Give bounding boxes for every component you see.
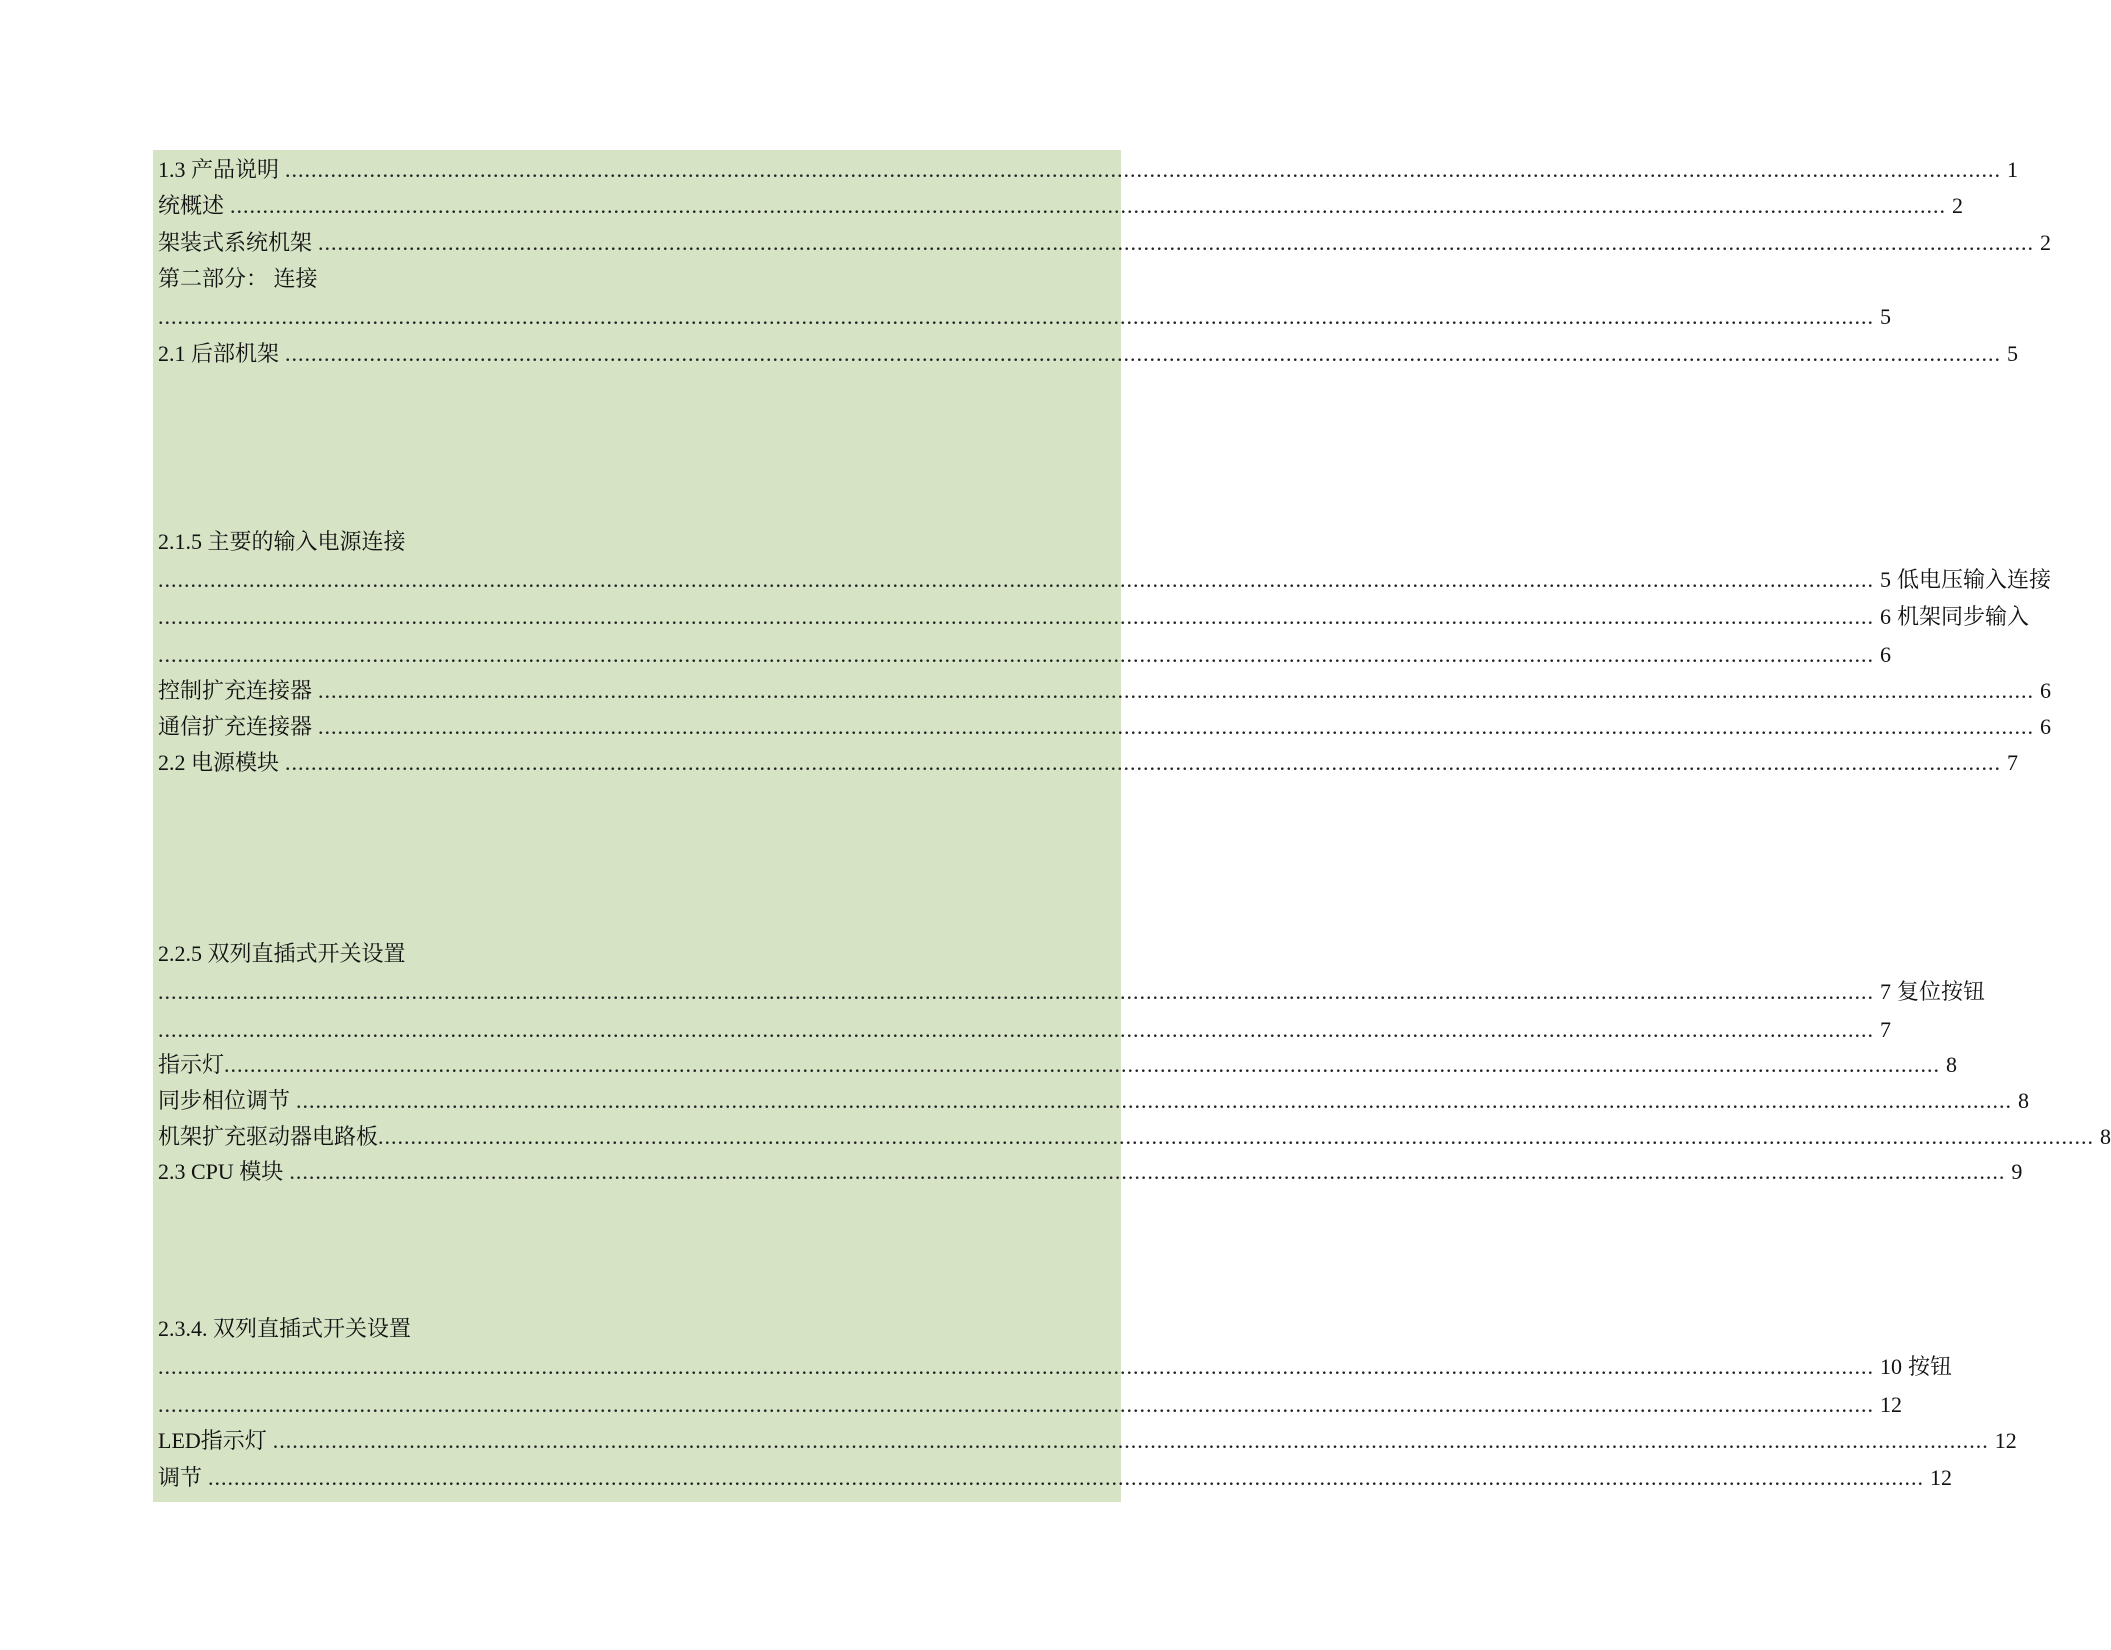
toc-entry-title: 调节 (158, 1465, 203, 1490)
toc-entry-page: 12 (1994, 1428, 2017, 1453)
toc-entry-adjustment[interactable] (158, 1461, 1953, 1495)
toc-entry-title: 同步相位调节 (158, 1088, 291, 1113)
dot-leader: ........................................................................................................................................................................................................................................................................ (158, 1017, 1874, 1042)
toc-entry-2-2[interactable] (158, 746, 2019, 780)
dot-leader: ........................................................................................................................................................................................................................................................................ (158, 1392, 1874, 1417)
toc-entry-title: 2.3.4. 双列直插式开关设置 (158, 1316, 412, 1341)
toc-entry-title: 统概述 (158, 193, 225, 218)
toc-entry-button[interactable] (158, 1388, 1902, 1422)
toc-entry-2-1-5-title[interactable] (158, 525, 758, 559)
toc-entry-page: 2 (1952, 193, 1964, 218)
toc-entry-sync-phase-adjust[interactable] (158, 1084, 2030, 1118)
toc-entry-title: 2.1.5 主要的输入电源连接 (158, 529, 406, 554)
table-of-contents (153, 150, 2111, 1502)
toc-entry-page: 8 (1946, 1052, 1958, 1077)
toc-entry-2-3-4-leader[interactable] (158, 1350, 1953, 1384)
toc-entry-system-overview[interactable] (158, 189, 1964, 223)
toc-entry-2-3[interactable] (158, 1155, 2023, 1189)
toc-entry-title: 2.1 后部机架 (158, 341, 280, 366)
toc-entry-title: 2.3 CPU 模块 (158, 1159, 284, 1184)
toc-entry-page: 7 (2007, 750, 2019, 775)
toc-entry-control-expansion-connector[interactable] (158, 674, 2052, 708)
toc-entry-title: 架装式系统机架 (158, 230, 313, 255)
toc-entry-page: 6 (2040, 678, 2052, 703)
toc-entry-page: 8 (2100, 1124, 2111, 1149)
toc-entry-page: 10 (1880, 1354, 1902, 1379)
toc-entry-title: 机架扩充驱动器电路板 (158, 1124, 379, 1149)
toc-entry-page: 12 (1930, 1465, 1953, 1490)
toc-entry-part-two-title[interactable] (158, 262, 758, 296)
toc-entry-page: 12 (1880, 1392, 1902, 1417)
toc-entry-low-voltage-input[interactable] (158, 600, 2030, 634)
dot-leader: ........................................................................................................................................................................................................................................................................ (158, 1354, 1874, 1379)
toc-entry-page: 5 (1880, 567, 1891, 592)
toc-entry-indicator-light[interactable] (158, 1048, 1958, 1082)
toc-entry-next-title: 机架同步输入 (1897, 604, 2030, 629)
dot-leader: ........................................................................................................................................................................................................................................................................ (158, 304, 1874, 329)
toc-entry-2-2-5-leader[interactable] (158, 975, 1986, 1009)
toc-entry-title: 1.3 产品说明 (158, 157, 280, 182)
toc-entry-led-indicator[interactable] (158, 1424, 2017, 1458)
dot-leader: ........................................................................................................................................................................................................................................................................ (158, 604, 1874, 629)
toc-entry-2-2-5-title[interactable] (158, 937, 758, 971)
toc-entry-rack-expansion-driver-board[interactable] (158, 1120, 2111, 1154)
toc-entry-title: 2.2.5 双列直插式开关设置 (158, 941, 406, 966)
dot-leader: ........................................................................................................................................................................................................................................................................ (158, 567, 1874, 592)
dot-leader: ........................................................................................................................................................................................................................................................................ (272, 1428, 1989, 1453)
toc-entry-title: 2.2 电源模块 (158, 750, 280, 775)
toc-entry-page: 8 (2018, 1088, 2030, 1113)
dot-leader: ........................................................................................................................................................................................................................................................................ (224, 1052, 1941, 1077)
dot-leader: ........................................................................................................................................................................................................................................................................ (318, 678, 2035, 703)
toc-entry-comm-expansion-connector[interactable] (158, 710, 2052, 744)
toc-entry-part-two-leader[interactable] (158, 300, 1891, 334)
dot-leader: ........................................................................................................................................................................................................................................................................ (289, 1159, 2006, 1184)
toc-entry-title: LED指示灯 (158, 1428, 267, 1453)
toc-entry-reset-button[interactable] (158, 1013, 1891, 1047)
toc-entry-page: 7 (1880, 979, 1891, 1004)
dot-leader: ........................................................................................................................................................................................................................................................................ (158, 979, 1874, 1004)
dot-leader: ........................................................................................................................................................................................................................................................................ (285, 750, 2002, 775)
dot-leader: ........................................................................................................................................................................................................................................................................ (318, 230, 2035, 255)
dot-leader: ........................................................................................................................................................................................................................................................................ (285, 157, 2002, 182)
toc-entry-page: 5 (2007, 341, 2019, 366)
toc-entry-rack-sync-input[interactable] (158, 638, 1891, 672)
toc-entry-page: 6 (1880, 642, 1891, 667)
toc-entry-page: 5 (1880, 304, 1891, 329)
toc-entry-next-title: 低电压输入连接 (1897, 567, 2052, 592)
toc-entry-title: 第二部分： 连接 (158, 266, 318, 291)
toc-entry-page: 6 (2040, 714, 2052, 739)
toc-entry-page: 9 (2011, 1159, 2023, 1184)
toc-entry-rack-chassis[interactable] (158, 226, 2052, 260)
toc-entry-title: 控制扩充连接器 (158, 678, 313, 703)
toc-entry-page: 1 (2007, 157, 2019, 182)
toc-entry-2-3-4-title[interactable] (158, 1312, 758, 1346)
toc-entry-title: 通信扩充连接器 (158, 714, 313, 739)
toc-entry-next-title: 复位按钮 (1897, 979, 1986, 1004)
toc-entry-2-1[interactable] (158, 337, 2019, 371)
toc-entry-next-title: 按钮 (1908, 1354, 1953, 1379)
toc-entry-title: 指示灯 (158, 1052, 225, 1077)
dot-leader: ........................................................................................................................................................................................................................................................................ (158, 642, 1874, 667)
dot-leader: ........................................................................................................................................................................................................................................................................ (378, 1124, 2095, 1149)
toc-entry-page: 6 (1880, 604, 1891, 629)
dot-leader: ........................................................................................................................................................................................................................................................................ (208, 1465, 1925, 1490)
dot-leader: ........................................................................................................................................................................................................................................................................ (230, 193, 1947, 218)
toc-entry-1-3[interactable] (158, 153, 2019, 187)
dot-leader: ........................................................................................................................................................................................................................................................................ (318, 714, 2035, 739)
dot-leader: ........................................................................................................................................................................................................................................................................ (285, 341, 2002, 366)
toc-entry-page: 7 (1880, 1017, 1891, 1042)
dot-leader: ........................................................................................................................................................................................................................................................................ (296, 1088, 2013, 1113)
toc-entry-page: 2 (2040, 230, 2052, 255)
toc-entry-2-1-5-leader[interactable] (158, 563, 2052, 597)
